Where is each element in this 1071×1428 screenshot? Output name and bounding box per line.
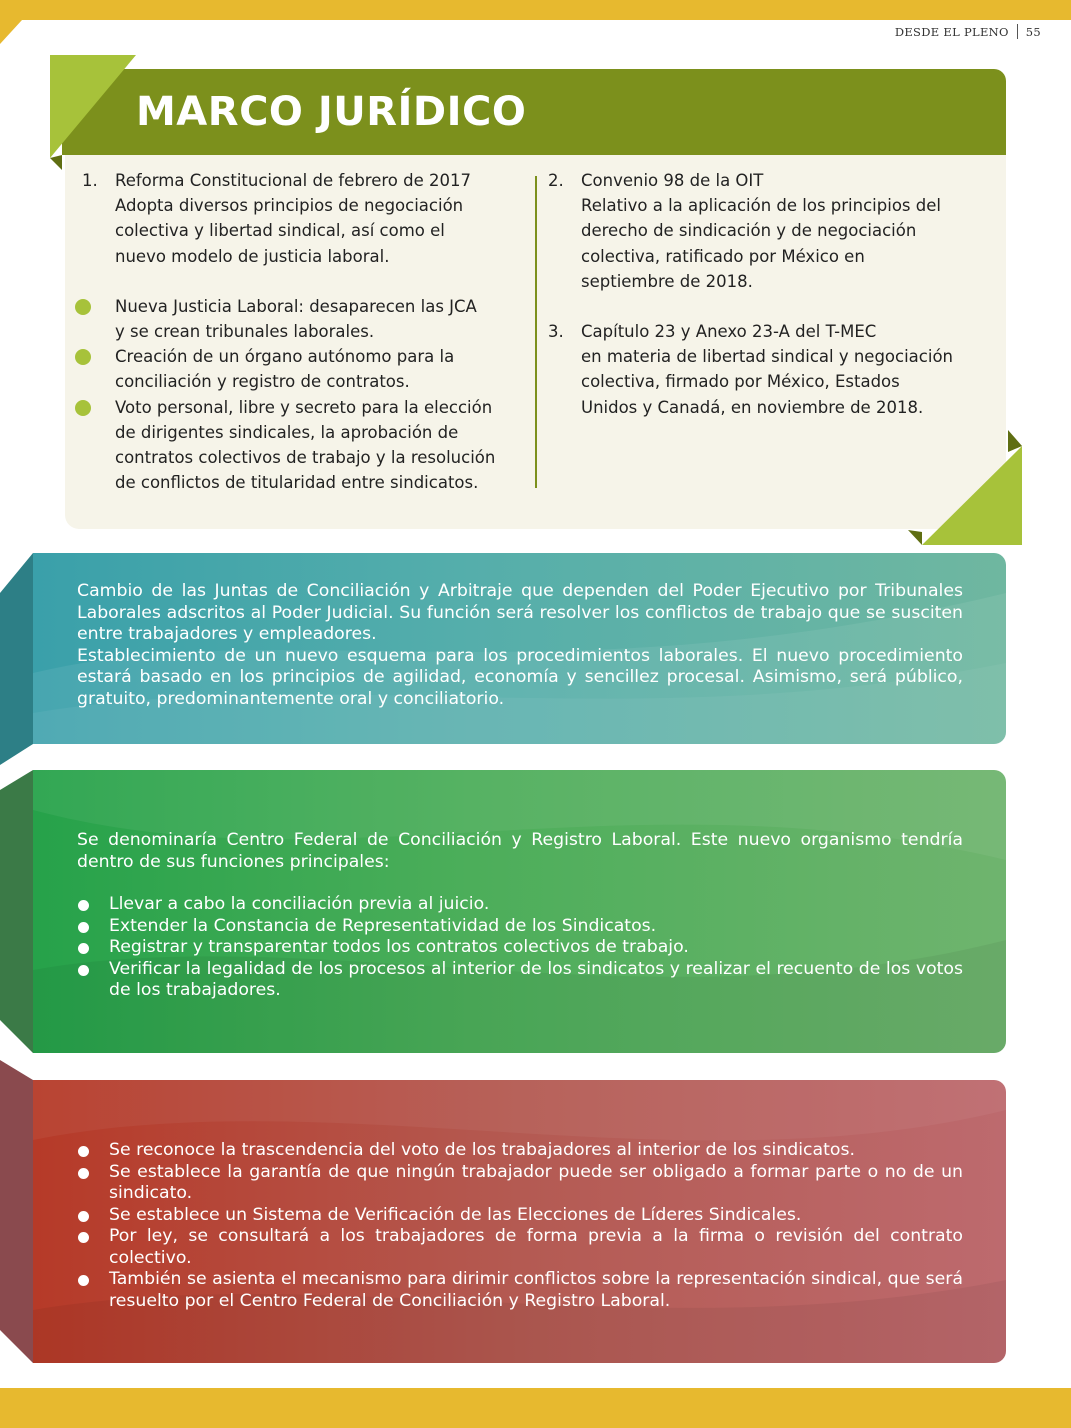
bullet-line: de conflictos de titularidad entre sindicatos. xyxy=(115,473,479,493)
bullet-dot-icon xyxy=(78,1146,89,1157)
conciliation-center-panel xyxy=(33,770,1006,1053)
red-band-side-ribbon xyxy=(0,1060,34,1365)
bullet-line: y se crean tribunales laborales. xyxy=(115,322,375,342)
item-line: nuevo modelo de justicia laboral. xyxy=(115,246,390,266)
teal-band-side-ribbon xyxy=(0,553,34,765)
bullet-line: de dirigentes sindicales, la aprobación de xyxy=(115,422,459,442)
item-line: Adopta diversos principios de negociación xyxy=(115,196,464,216)
list-item: Registrar y transparentar todos los contratos colectivos de trabajo. xyxy=(77,937,963,959)
legal-bullet-2 xyxy=(115,344,535,394)
item-line: derecho de sindicación y de negociación xyxy=(581,221,917,241)
bullet-line: Voto personal, libre y secreto para la elección xyxy=(115,397,493,417)
item-line: Reforma Constitucional de febrero de 2017 xyxy=(115,171,471,190)
legal-item-2 xyxy=(548,168,991,294)
legal-framework-title-bar xyxy=(62,69,1006,155)
list-item: Llevar a cabo la conciliación previa al juicio. xyxy=(77,894,963,916)
item-line: Relativo a la aplicación de los principios del xyxy=(581,196,941,216)
item-number: 3. xyxy=(548,322,564,342)
bullet-dot-icon xyxy=(78,1168,89,1179)
legal-left-column xyxy=(82,168,535,495)
green-band-side-ribbon xyxy=(0,770,34,1075)
running-header xyxy=(895,24,1041,39)
panel-intro: Se denominaría Centro Federal de Conciliación y Registro Laboral. Este nuevo organismo tendría dentro de sus funciones principales: xyxy=(77,830,963,872)
reform-points-list xyxy=(77,1140,963,1312)
item-line: en materia de libertad sindical y negociación xyxy=(581,347,953,367)
list-item: Verificar la legalidad de los procesos al interior de los sindicatos y realizar el recuento de los votos de los trabajadores. xyxy=(77,959,963,1002)
section-name: DESDE EL PLENO xyxy=(894,24,1009,39)
conciliation-center-text xyxy=(77,830,963,1002)
bullet-dot-icon xyxy=(78,900,89,911)
legal-item-1 xyxy=(82,168,535,269)
panel-paragraph: Cambio de las Juntas de Conciliación y Arbitraje que dependen del Poder Ejecutivo por Tribunales Laborales adscritos al Poder Judicial. Su función será resolver los conflictos de trabajo que se susciten entre trabajadores y empleadores. xyxy=(77,581,963,644)
union-democracy-panel xyxy=(33,1080,1006,1363)
header-separator xyxy=(1017,24,1018,39)
list-item: Se reconoce la trascendencia del voto de los trabajadores al interior de los sindicatos. xyxy=(77,1140,963,1162)
column-divider xyxy=(535,176,537,488)
legal-item-3 xyxy=(548,319,991,420)
bullet-dot-icon xyxy=(78,1232,89,1243)
item-line: Convenio 98 de la OIT xyxy=(581,171,764,190)
bullet-dot-icon xyxy=(75,400,91,416)
bullet-line: Creación de un órgano autónomo para la xyxy=(115,347,455,367)
list-item: Se establece un Sistema de Verificación de las Elecciones de Líderes Sindicales. xyxy=(77,1205,963,1227)
legal-right-column xyxy=(548,168,991,420)
bullet-dot-icon xyxy=(75,299,91,315)
legal-bullet-1 xyxy=(115,294,535,344)
panel-paragraph: Establecimiento de un nuevo esquema para los procedimientos laborales. El nuevo procedimiento estará basado en los principios de agilidad, economía y sencillez procesal. Asimismo, será público, gratuito, predominantemente oral y conciliatorio. xyxy=(77,645,963,709)
item-number: 2. xyxy=(548,171,564,190)
bottom-decorative-band xyxy=(0,1388,1071,1428)
list-item: Por ley, se consultará a los trabajadores de forma previa a la firma o revisión del contrato colectivo. xyxy=(77,1226,963,1269)
bullet-dot-icon xyxy=(78,922,89,933)
functions-list xyxy=(77,894,963,1002)
page-number: 55 xyxy=(1025,24,1041,39)
item-number: 1. xyxy=(82,171,98,190)
list-item: Se establece la garantía de que ningún trabajador puede ser obligado a formar parte o no de un sindicato. xyxy=(77,1162,963,1205)
list-item: También se asienta el mecanismo para dirimir conflictos sobre la representación sindical, que será resuelto por el Centro Federal de Conciliación y Registro Laboral. xyxy=(77,1269,963,1312)
judicial-reform-panel xyxy=(33,553,1006,744)
union-democracy-text xyxy=(77,1140,963,1312)
item-line: colectiva y libertad sindical, así como el xyxy=(115,221,445,241)
bullet-dot-icon xyxy=(78,943,89,954)
item-line: Capítulo 23 y Anexo 23-A del T-MEC xyxy=(581,322,877,342)
bullet-line: conciliación y registro de contratos. xyxy=(115,372,410,392)
bullet-dot-icon xyxy=(78,1211,89,1222)
judicial-reform-text xyxy=(77,581,963,710)
bullet-line: contratos colectivos de trabajo y la resolución xyxy=(115,448,496,468)
item-line: septiembre de 2018. xyxy=(581,271,753,291)
legal-framework-title: MARCO JURÍDICO xyxy=(136,89,527,135)
top-decorative-band xyxy=(0,0,1071,20)
list-item: Extender la Constancia de Representatividad de los Sindicatos. xyxy=(77,916,963,938)
bullet-dot-icon xyxy=(78,965,89,976)
top-left-fold-ornament xyxy=(0,0,140,180)
item-line: Unidos y Canadá, en noviembre de 2018. xyxy=(581,397,924,417)
bullet-line: Nueva Justicia Laboral: desaparecen las JCA xyxy=(115,296,477,316)
item-line: colectiva, ratificado por México en xyxy=(581,246,865,266)
bullet-dot-icon xyxy=(78,1275,89,1286)
item-line: colectiva, firmado por México, Estados xyxy=(581,372,900,392)
legal-bullet-3 xyxy=(115,395,535,496)
